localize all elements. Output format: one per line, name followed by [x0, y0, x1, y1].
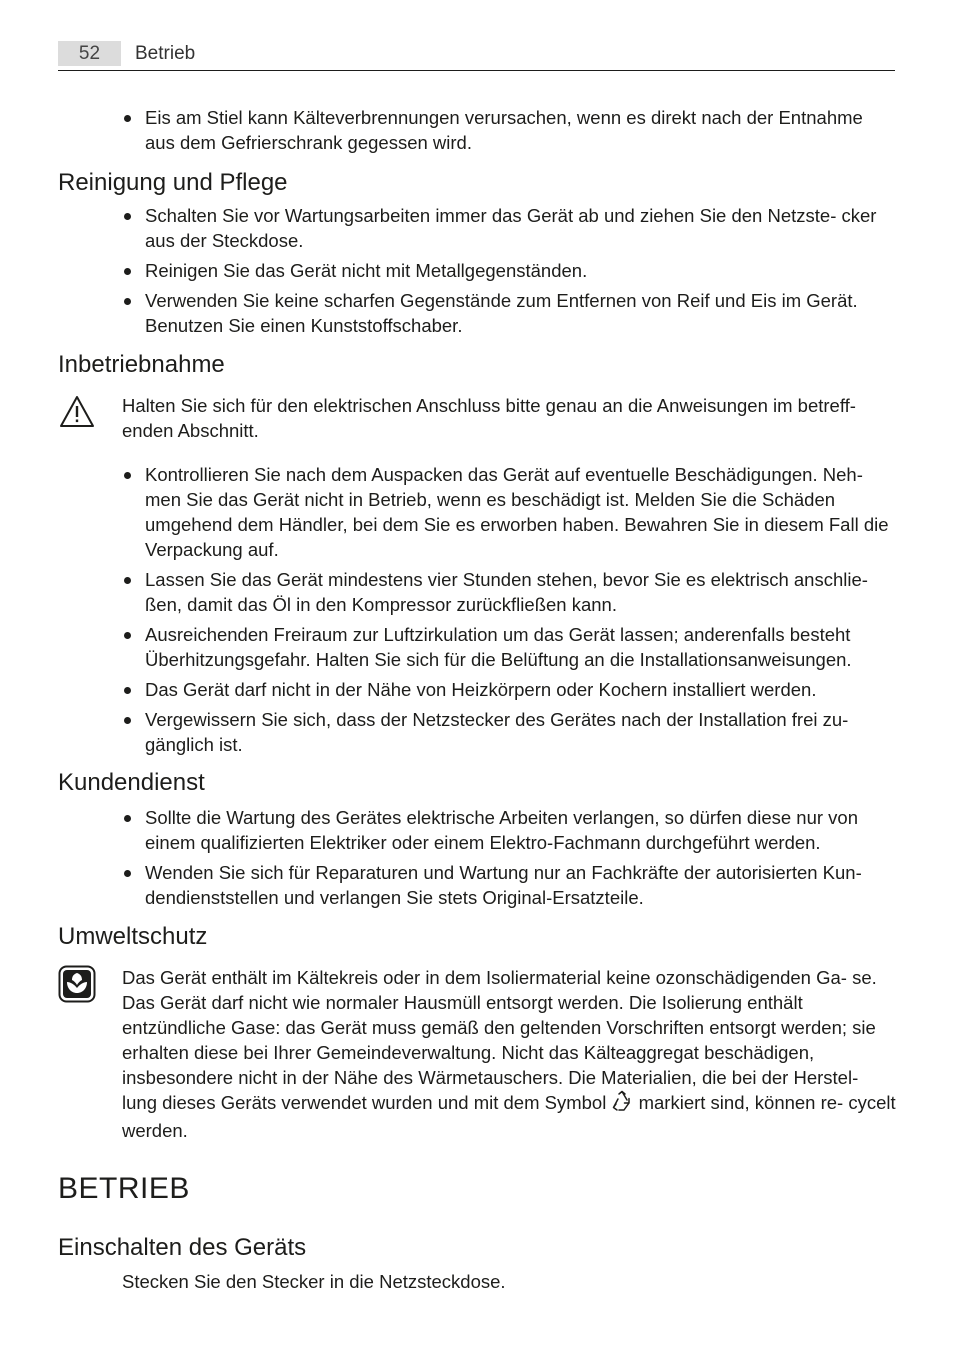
- page-header: [58, 41, 895, 71]
- section-title-inbetriebnahme: Inbetriebnahme: [58, 351, 225, 378]
- list-item: Reinigen Sie das Gerät nicht mit Metallgegenständen.: [122, 258, 897, 283]
- einschalten-text: Stecken Sie den Stecker in die Netzsteckdose.: [122, 1271, 506, 1292]
- list-item: Vergewissern Sie sich, dass der Netzstecker des Gerätes nach der Installation frei zu- gänglich ist.: [122, 707, 897, 757]
- section-title-umweltschutz: Umweltschutz: [58, 923, 208, 950]
- warning-text: Halten Sie sich für den elektrischen Anschluss bitte genau an die Anweisungen im betreff- enden Abschnitt.: [122, 395, 856, 441]
- list-item: Eis am Stiel kann Kälteverbrennungen verursachen, wenn es direkt nach der Entnahme aus dem Gefrierschrank gegessen wird.: [122, 105, 897, 155]
- chapter-title: BETRIEB: [58, 1172, 190, 1205]
- page-number: 52: [58, 41, 121, 66]
- umweltschutz-text-after: markiert sind, können re- cycelt werden.: [122, 1092, 896, 1141]
- list-item: Das Gerät darf nicht in der Nähe von Heizkörpern oder Kochern installiert werden.: [122, 677, 897, 702]
- umweltschutz-text-before: Das Gerät enthält im Kältekreis oder in dem Isoliermaterial keine ozonschädigenden Ga- se. Das Gerät darf nicht wie normaler Hausmüll entsorgt werden. Die Isolierung enthält entzündliche Gase: das Gerät muss gemäß den geltenden Vorschriften entsorgt werden; sie erhalten diese bei Ihrer Gemeindeverwaltung. Nicht das Kälteaggregat beschädigen, insbesondere nicht in der Nähe des Wärmetauschers. Die Materialien, die bei der Herstel- lung dieses Geräts verwendet wurden und mit dem Symbol: [122, 967, 877, 1113]
- list-item: Kontrollieren Sie nach dem Auspacken das Gerät auf eventuelle Beschädigungen. Neh- men Sie das Gerät nicht in Betrieb, wenn es beschädigt ist. Melden Sie die Schäden umgehend dem Händler, bei dem Sie es erworben haben. Bewahren Sie in diesem Fall die Verpackung auf.: [122, 462, 897, 562]
- intro-list: [122, 105, 897, 160]
- list-item: Schalten Sie vor Wartungsarbeiten immer das Gerät ab und ziehen Sie den Netzste- cker aus der Steckdose.: [122, 203, 897, 253]
- list-item: Wenden Sie sich für Reparaturen und Wartung nur an Fachkräfte der autorisierten Kun- dendienststellen und verlangen Sie stets Original-Ersatzteile.: [122, 860, 897, 910]
- list-item: Sollte die Wartung des Gerätes elektrische Arbeiten verlangen, so dürfen diese nur von einem qualifizierten Elektriker oder einem Elektro-Fachmann durchgeführt werden.: [122, 805, 897, 855]
- environment-flower-icon: [58, 965, 96, 1008]
- recycle-icon: [611, 1090, 633, 1118]
- list-item: Lassen Sie das Gerät mindestens vier Stunden stehen, bevor Sie es elektrisch anschlie- ßen, damit das Öl in den Kompressor zurückfließen kann.: [122, 567, 897, 617]
- section-title-reinigung: Reinigung und Pflege: [58, 169, 288, 196]
- header-rule: [58, 70, 895, 71]
- warning-triangle-icon: [58, 394, 96, 435]
- inbetriebnahme-list: [122, 462, 897, 762]
- reinigung-list: [122, 203, 897, 343]
- section-title-einschalten: Einschalten des Geräts: [58, 1234, 307, 1261]
- umweltschutz-text: [122, 965, 897, 1143]
- list-item: Verwenden Sie keine scharfen Gegenstände zum Entfernen von Reif und Eis im Gerät. Benutzen Sie einen Kunststoffschaber.: [122, 288, 897, 338]
- running-header-title: Betrieb: [135, 43, 196, 64]
- list-item: Ausreichenden Freiraum zur Luftzirkulation um das Gerät lassen; anderenfalls besteht Überhitzungsgefahr. Halten Sie sich für die Belüftung an die Installationsanweisungen.: [122, 622, 897, 672]
- section-title-kundendienst: Kundendienst: [58, 769, 205, 796]
- kundendienst-list: [122, 805, 897, 915]
